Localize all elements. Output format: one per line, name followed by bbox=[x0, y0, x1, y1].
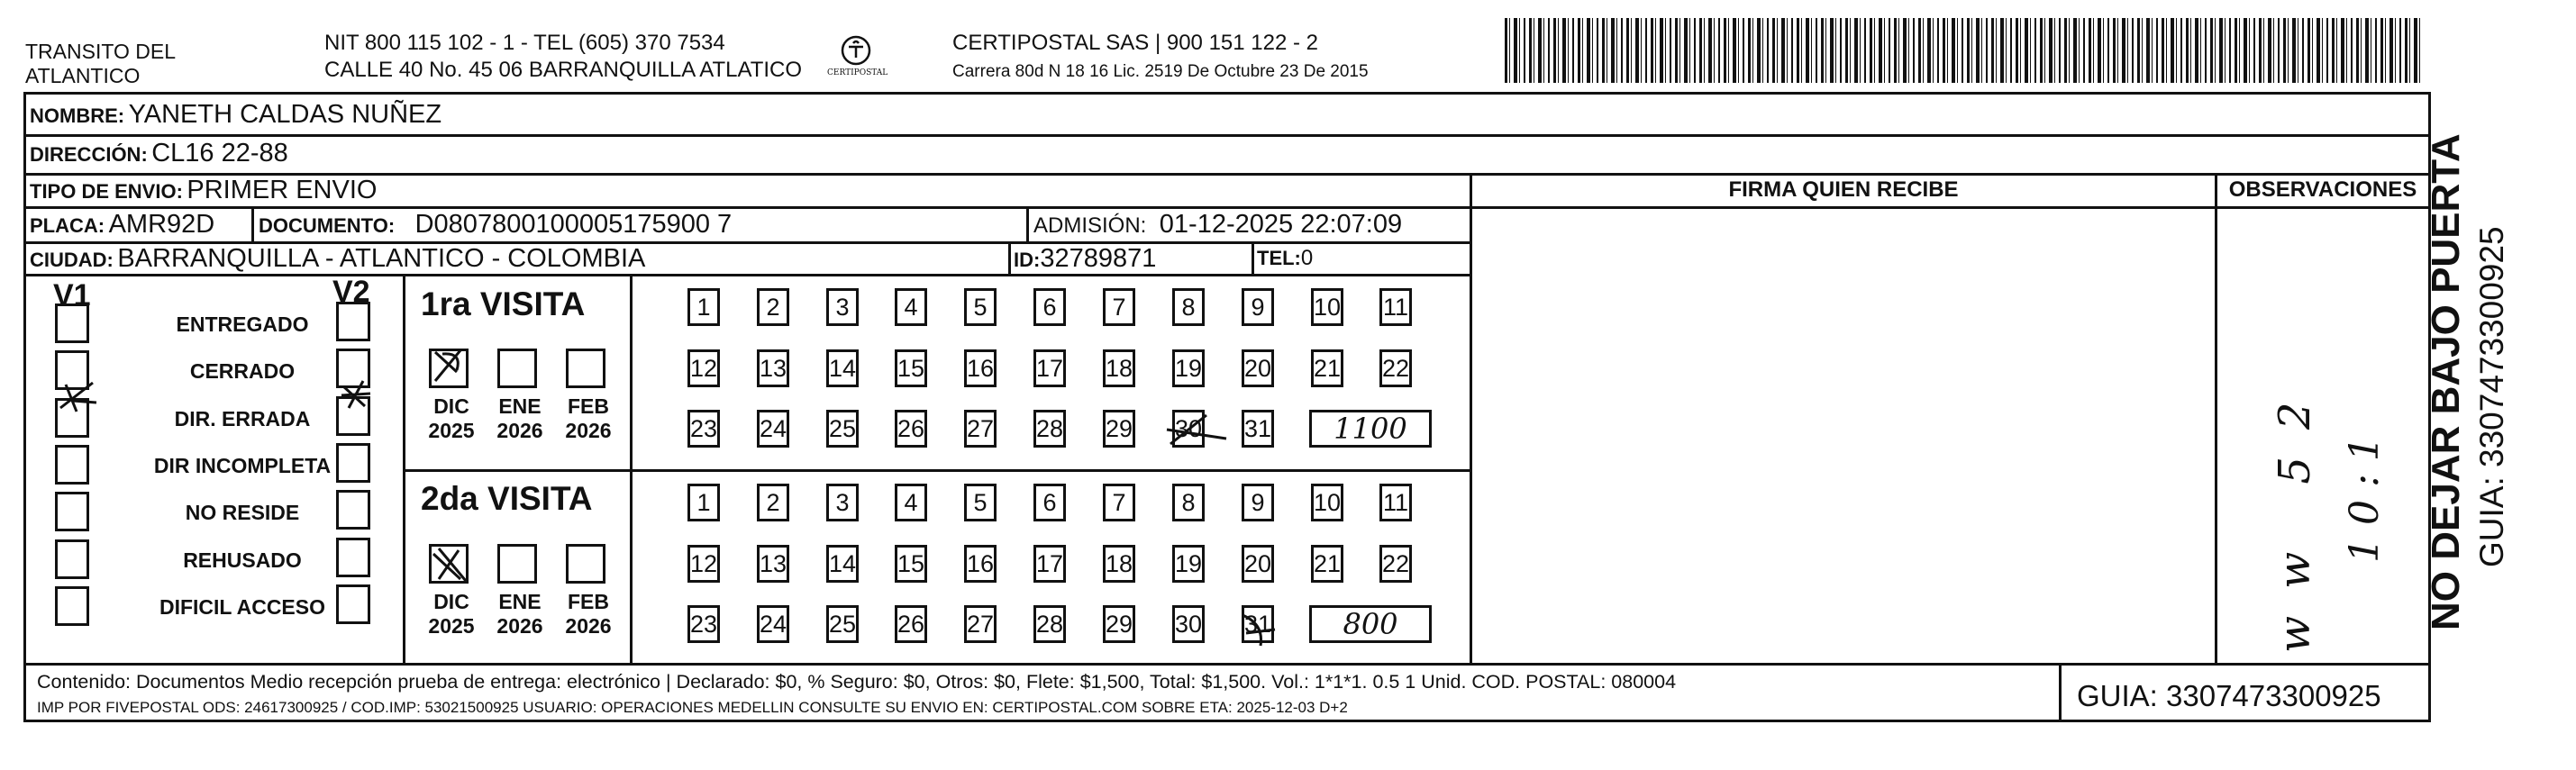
tipo-envio-label: TIPO DE ENVIO: bbox=[30, 180, 183, 203]
delivery-form bbox=[23, 92, 2431, 722]
visit-1-day-6[interactable]: 6 bbox=[1033, 288, 1066, 326]
documento-value: D0807800100005175900 7 bbox=[414, 210, 733, 239]
visit-2-month-box-ene[interactable] bbox=[497, 544, 537, 584]
tel-label: TEL: bbox=[1257, 247, 1301, 269]
carrier-line: CERTIPOSTAL SAS | 900 151 122 - 2 bbox=[952, 31, 1318, 55]
visit-2-day-31[interactable]: 31 bbox=[1242, 605, 1274, 643]
direccion-field bbox=[30, 137, 288, 174]
v1-checkbox-rehusado[interactable] bbox=[55, 539, 89, 579]
license-line: Carrera 80d N 18 16 Lic. 2519 De Octubre 23 De 2015 bbox=[952, 62, 1369, 81]
visit-2-day-22[interactable]: 22 bbox=[1379, 545, 1412, 583]
v1-checkbox-entregado[interactable] bbox=[55, 303, 89, 343]
visit-2-day-10[interactable]: 10 bbox=[1311, 484, 1343, 521]
visit-1-day-25[interactable]: 25 bbox=[826, 410, 859, 448]
month-year: 2025 bbox=[428, 614, 475, 638]
v1-checkbox-dificil-acceso[interactable] bbox=[55, 586, 89, 626]
visit-2-day-25[interactable]: 25 bbox=[826, 605, 859, 643]
status-label: CERRADO bbox=[189, 359, 296, 383]
visit-1-day-8[interactable]: 8 bbox=[1172, 288, 1205, 326]
visit-2-day-2[interactable]: 2 bbox=[757, 484, 789, 521]
visit-1-month-box-feb[interactable] bbox=[566, 349, 605, 388]
visit-2-day-8[interactable]: 8 bbox=[1172, 484, 1205, 521]
address-line: CALLE 40 No. 45 06 BARRANQUILLA ATLATICO bbox=[324, 58, 803, 82]
documento-label: DOCUMENTO: bbox=[259, 214, 396, 237]
documento-field bbox=[259, 208, 732, 245]
visit-2-day-4[interactable]: 4 bbox=[895, 484, 927, 521]
direccion-value: CL16 22-88 bbox=[151, 139, 288, 168]
visit-2-month-box-feb[interactable] bbox=[566, 544, 605, 584]
visit-2-day-28[interactable]: 28 bbox=[1033, 605, 1066, 643]
visit-1-day-24[interactable]: 24 bbox=[757, 410, 789, 448]
id-label: ID: bbox=[1014, 249, 1041, 271]
visit-1-day-23[interactable]: 23 bbox=[687, 410, 720, 448]
id-value: 32789871 bbox=[1040, 244, 1157, 273]
ciudad-value: BARRANQUILLA - ATLANTICO - COLOMBIA bbox=[117, 244, 646, 273]
visit-1-day-3[interactable]: 3 bbox=[826, 288, 859, 326]
month-name: DIC bbox=[433, 590, 469, 613]
visit-1-day-5[interactable]: 5 bbox=[964, 288, 997, 326]
certipostal-logo bbox=[827, 29, 888, 83]
nombre-value: YANETH CALDAS NUÑEZ bbox=[128, 100, 442, 129]
v1-cerrado-check-mark bbox=[57, 376, 122, 421]
v2-label: V2 bbox=[332, 275, 370, 309]
status-label: DIFICIL ACCESO bbox=[159, 595, 325, 619]
visit-1-day-30[interactable]: 30 bbox=[1172, 410, 1205, 448]
status-label: REHUSADO bbox=[183, 548, 302, 572]
visit-1-day-17[interactable]: 17 bbox=[1033, 349, 1066, 387]
visit-2-day-19[interactable]: 19 bbox=[1172, 545, 1205, 583]
visit-1-month-label bbox=[420, 394, 483, 443]
status-label: ENTREGADO bbox=[176, 313, 309, 336]
visit-2-day-16[interactable]: 16 bbox=[964, 545, 997, 583]
month-name: DIC bbox=[433, 394, 469, 418]
pen-mark-icon bbox=[1237, 606, 1302, 651]
admision-field bbox=[1033, 208, 1402, 245]
visit-1-month-box-ene[interactable] bbox=[497, 349, 537, 388]
visit-1-month-label bbox=[557, 394, 620, 443]
visit-1-day-1[interactable]: 1 bbox=[687, 288, 720, 326]
visit-1-day-19[interactable]: 19 bbox=[1172, 349, 1205, 387]
direccion-label: DIRECCIÓN: bbox=[30, 143, 148, 166]
visit-1-month-label bbox=[488, 394, 551, 443]
visit-1-day-13[interactable]: 13 bbox=[757, 349, 789, 387]
visit-2-day-29[interactable]: 29 bbox=[1103, 605, 1135, 643]
no-dejar-bajo-puerta: NO DEJAR BAJO PUERTA bbox=[2424, 133, 2468, 630]
v2-checkbox-no-reside[interactable] bbox=[336, 490, 370, 530]
observaciones-header: OBSERVACIONES bbox=[2228, 177, 2417, 202]
visit-2-day-11[interactable]: 11 bbox=[1379, 484, 1412, 521]
visit-1-day-29[interactable]: 29 bbox=[1103, 410, 1135, 448]
visit-1-day-10[interactable]: 10 bbox=[1311, 288, 1343, 326]
visit-1-day-26[interactable]: 26 bbox=[895, 410, 927, 448]
visit-1-day-16[interactable]: 16 bbox=[964, 349, 997, 387]
visit-2-day-31-mark bbox=[1237, 606, 1302, 651]
nombre-label: NOMBRE: bbox=[30, 104, 125, 127]
visit-1-day-7[interactable]: 7 bbox=[1103, 288, 1135, 326]
visit-1-day-30-mark bbox=[1163, 408, 1228, 453]
visit-2-day-27[interactable]: 27 bbox=[964, 605, 997, 643]
visit-2-day-21[interactable]: 21 bbox=[1311, 545, 1343, 583]
month-year: 2025 bbox=[428, 419, 475, 442]
month-name: FEB bbox=[568, 394, 609, 418]
month-name: ENE bbox=[498, 590, 542, 613]
visit-2-day-12[interactable]: 12 bbox=[687, 545, 720, 583]
nombre-field bbox=[30, 98, 441, 135]
guia-box: GUIA: 3307473300925 bbox=[2077, 679, 2381, 712]
tipo-envio-value: PRIMER ENVIO bbox=[187, 176, 378, 204]
sender-name bbox=[25, 40, 176, 88]
month-year: 2026 bbox=[565, 614, 612, 638]
admision-value: 01-12-2025 22:07:09 bbox=[1159, 210, 1403, 239]
visit-2-month-label bbox=[488, 590, 551, 639]
logo-text: CERTIPOSTAL bbox=[827, 68, 888, 77]
status-label: NO RESIDE bbox=[185, 501, 300, 524]
visit-1-day-2[interactable]: 2 bbox=[757, 288, 789, 326]
observation-note-1: ww 52 bbox=[2270, 375, 2320, 653]
pen-mark-icon bbox=[430, 543, 495, 588]
pen-mark-icon bbox=[430, 345, 495, 390]
visit-1-day-14[interactable]: 14 bbox=[826, 349, 859, 387]
visit-1-time-box[interactable]: 1100 bbox=[1309, 410, 1432, 448]
sender-line-1: TRANSITO DEL bbox=[25, 40, 176, 63]
visit-2-day-1[interactable]: 1 bbox=[687, 484, 720, 521]
placa-value: AMR92D bbox=[108, 210, 215, 239]
footer-imp: IMP POR FIVEPOSTAL ODS: 24617300925 / COD.IMP: 53021500925 USUARIO: OPERACIONES MEDELLIN CONSULTE SU ENVIO EN: CERTIPOSTAL.COM SOBRE ETA: 2025-12-03 D+2 bbox=[37, 699, 1348, 716]
visit-2-day-9[interactable]: 9 bbox=[1242, 484, 1274, 521]
placa-label: PLACA: bbox=[30, 214, 105, 237]
visit-1-day-31[interactable]: 31 bbox=[1242, 410, 1274, 448]
pen-mark-icon bbox=[336, 374, 401, 419]
month-name: ENE bbox=[498, 394, 542, 418]
visit-2-day-18[interactable]: 18 bbox=[1103, 545, 1135, 583]
observation-note-2: 10:1 bbox=[2342, 423, 2388, 563]
visit-2-day-23[interactable]: 23 bbox=[687, 605, 720, 643]
month-name: FEB bbox=[568, 590, 609, 613]
tipo-envio-field bbox=[30, 174, 377, 211]
visit-2-day-3[interactable]: 3 bbox=[826, 484, 859, 521]
id-field bbox=[1014, 242, 1156, 279]
visit-2-time-box[interactable]: 800 bbox=[1309, 605, 1432, 643]
visit-2-day-14[interactable]: 14 bbox=[826, 545, 859, 583]
visit-1-day-21[interactable]: 21 bbox=[1311, 349, 1343, 387]
visit-2-month-label bbox=[557, 590, 620, 639]
v1-checkbox-no-reside[interactable] bbox=[55, 492, 89, 531]
visit-2-day-6[interactable]: 6 bbox=[1033, 484, 1066, 521]
visit-1-day-22[interactable]: 22 bbox=[1379, 349, 1412, 387]
tel-field bbox=[1257, 242, 1313, 277]
visit-2-day-5[interactable]: 5 bbox=[964, 484, 997, 521]
visit-1-dic-check-mark bbox=[430, 345, 495, 390]
visit-1-day-27[interactable]: 27 bbox=[964, 410, 997, 448]
visit-1-day-20[interactable]: 20 bbox=[1242, 349, 1274, 387]
visit-1-day-9[interactable]: 9 bbox=[1242, 288, 1274, 326]
side-guia: GUIA: 3307473300925 bbox=[2473, 226, 2510, 567]
v1-checkbox-dir-incompleta[interactable] bbox=[55, 445, 89, 485]
footer-content: Contenido: Documentos Medio recepción prueba de entrega: electrónico | Declarado: $0, % Seguro: $0, Otros: $0, Flete: $1,500, Total: $1,500. Vol.: 1*1*1. 0.5 1 Unid. COD. POSTAL: 080004 bbox=[37, 671, 1677, 693]
ciudad-field bbox=[30, 242, 645, 279]
month-year: 2026 bbox=[496, 419, 543, 442]
v2-checkbox-dir-incompleta[interactable] bbox=[336, 443, 370, 483]
v2-checkbox-rehusado[interactable] bbox=[336, 538, 370, 577]
pen-mark-icon bbox=[1163, 408, 1228, 453]
placa-field bbox=[30, 208, 214, 245]
visit-2-day-26[interactable]: 26 bbox=[895, 605, 927, 643]
month-year: 2026 bbox=[496, 614, 543, 638]
visit-1-title: 1ra VISITA bbox=[421, 285, 586, 322]
visit-1-day-4[interactable]: 4 bbox=[895, 288, 927, 326]
visit-2-title: 2da VISITA bbox=[421, 480, 593, 517]
pen-mark-icon bbox=[57, 376, 122, 421]
v2-checkbox-entregado[interactable] bbox=[336, 302, 370, 341]
visit-2-day-17[interactable]: 17 bbox=[1033, 545, 1066, 583]
signature-area bbox=[1472, 209, 2215, 663]
status-label: DIR INCOMPLETA bbox=[153, 454, 332, 477]
nit-line: NIT 800 115 102 - 1 - TEL (605) 370 7534 bbox=[324, 31, 725, 55]
visit-2-day-24[interactable]: 24 bbox=[757, 605, 789, 643]
visit-1-day-15[interactable]: 15 bbox=[895, 349, 927, 387]
firma-header: FIRMA QUIEN RECIBE bbox=[1728, 177, 1959, 202]
v1-label: V1 bbox=[53, 278, 91, 313]
visit-2-day-7[interactable]: 7 bbox=[1103, 484, 1135, 521]
v2-cerrado-check-mark bbox=[336, 374, 401, 419]
v2-checkbox-dificil-acceso[interactable] bbox=[336, 584, 370, 624]
sender-line-2: ATLANTICO bbox=[25, 64, 141, 87]
month-year: 2026 bbox=[565, 419, 612, 442]
visit-2-month-label bbox=[420, 590, 483, 639]
barcode bbox=[1505, 18, 2422, 83]
visit-1-day-18[interactable]: 18 bbox=[1103, 349, 1135, 387]
status-label: DIR. ERRADA bbox=[174, 407, 311, 430]
visit-2-day-13[interactable]: 13 bbox=[757, 545, 789, 583]
visit-1-day-11[interactable]: 11 bbox=[1379, 288, 1412, 326]
visit-2-dic-check-mark bbox=[430, 543, 495, 588]
visit-2-day-20[interactable]: 20 bbox=[1242, 545, 1274, 583]
admision-label: ADMISIÓN: bbox=[1033, 213, 1147, 238]
visit-1-day-28[interactable]: 28 bbox=[1033, 410, 1066, 448]
visit-2-day-15[interactable]: 15 bbox=[895, 545, 927, 583]
ciudad-label: CIUDAD: bbox=[30, 249, 114, 271]
visit-2-day-30[interactable]: 30 bbox=[1172, 605, 1205, 643]
tel-value: 0 bbox=[1300, 246, 1314, 270]
visit-1-day-12[interactable]: 12 bbox=[687, 349, 720, 387]
